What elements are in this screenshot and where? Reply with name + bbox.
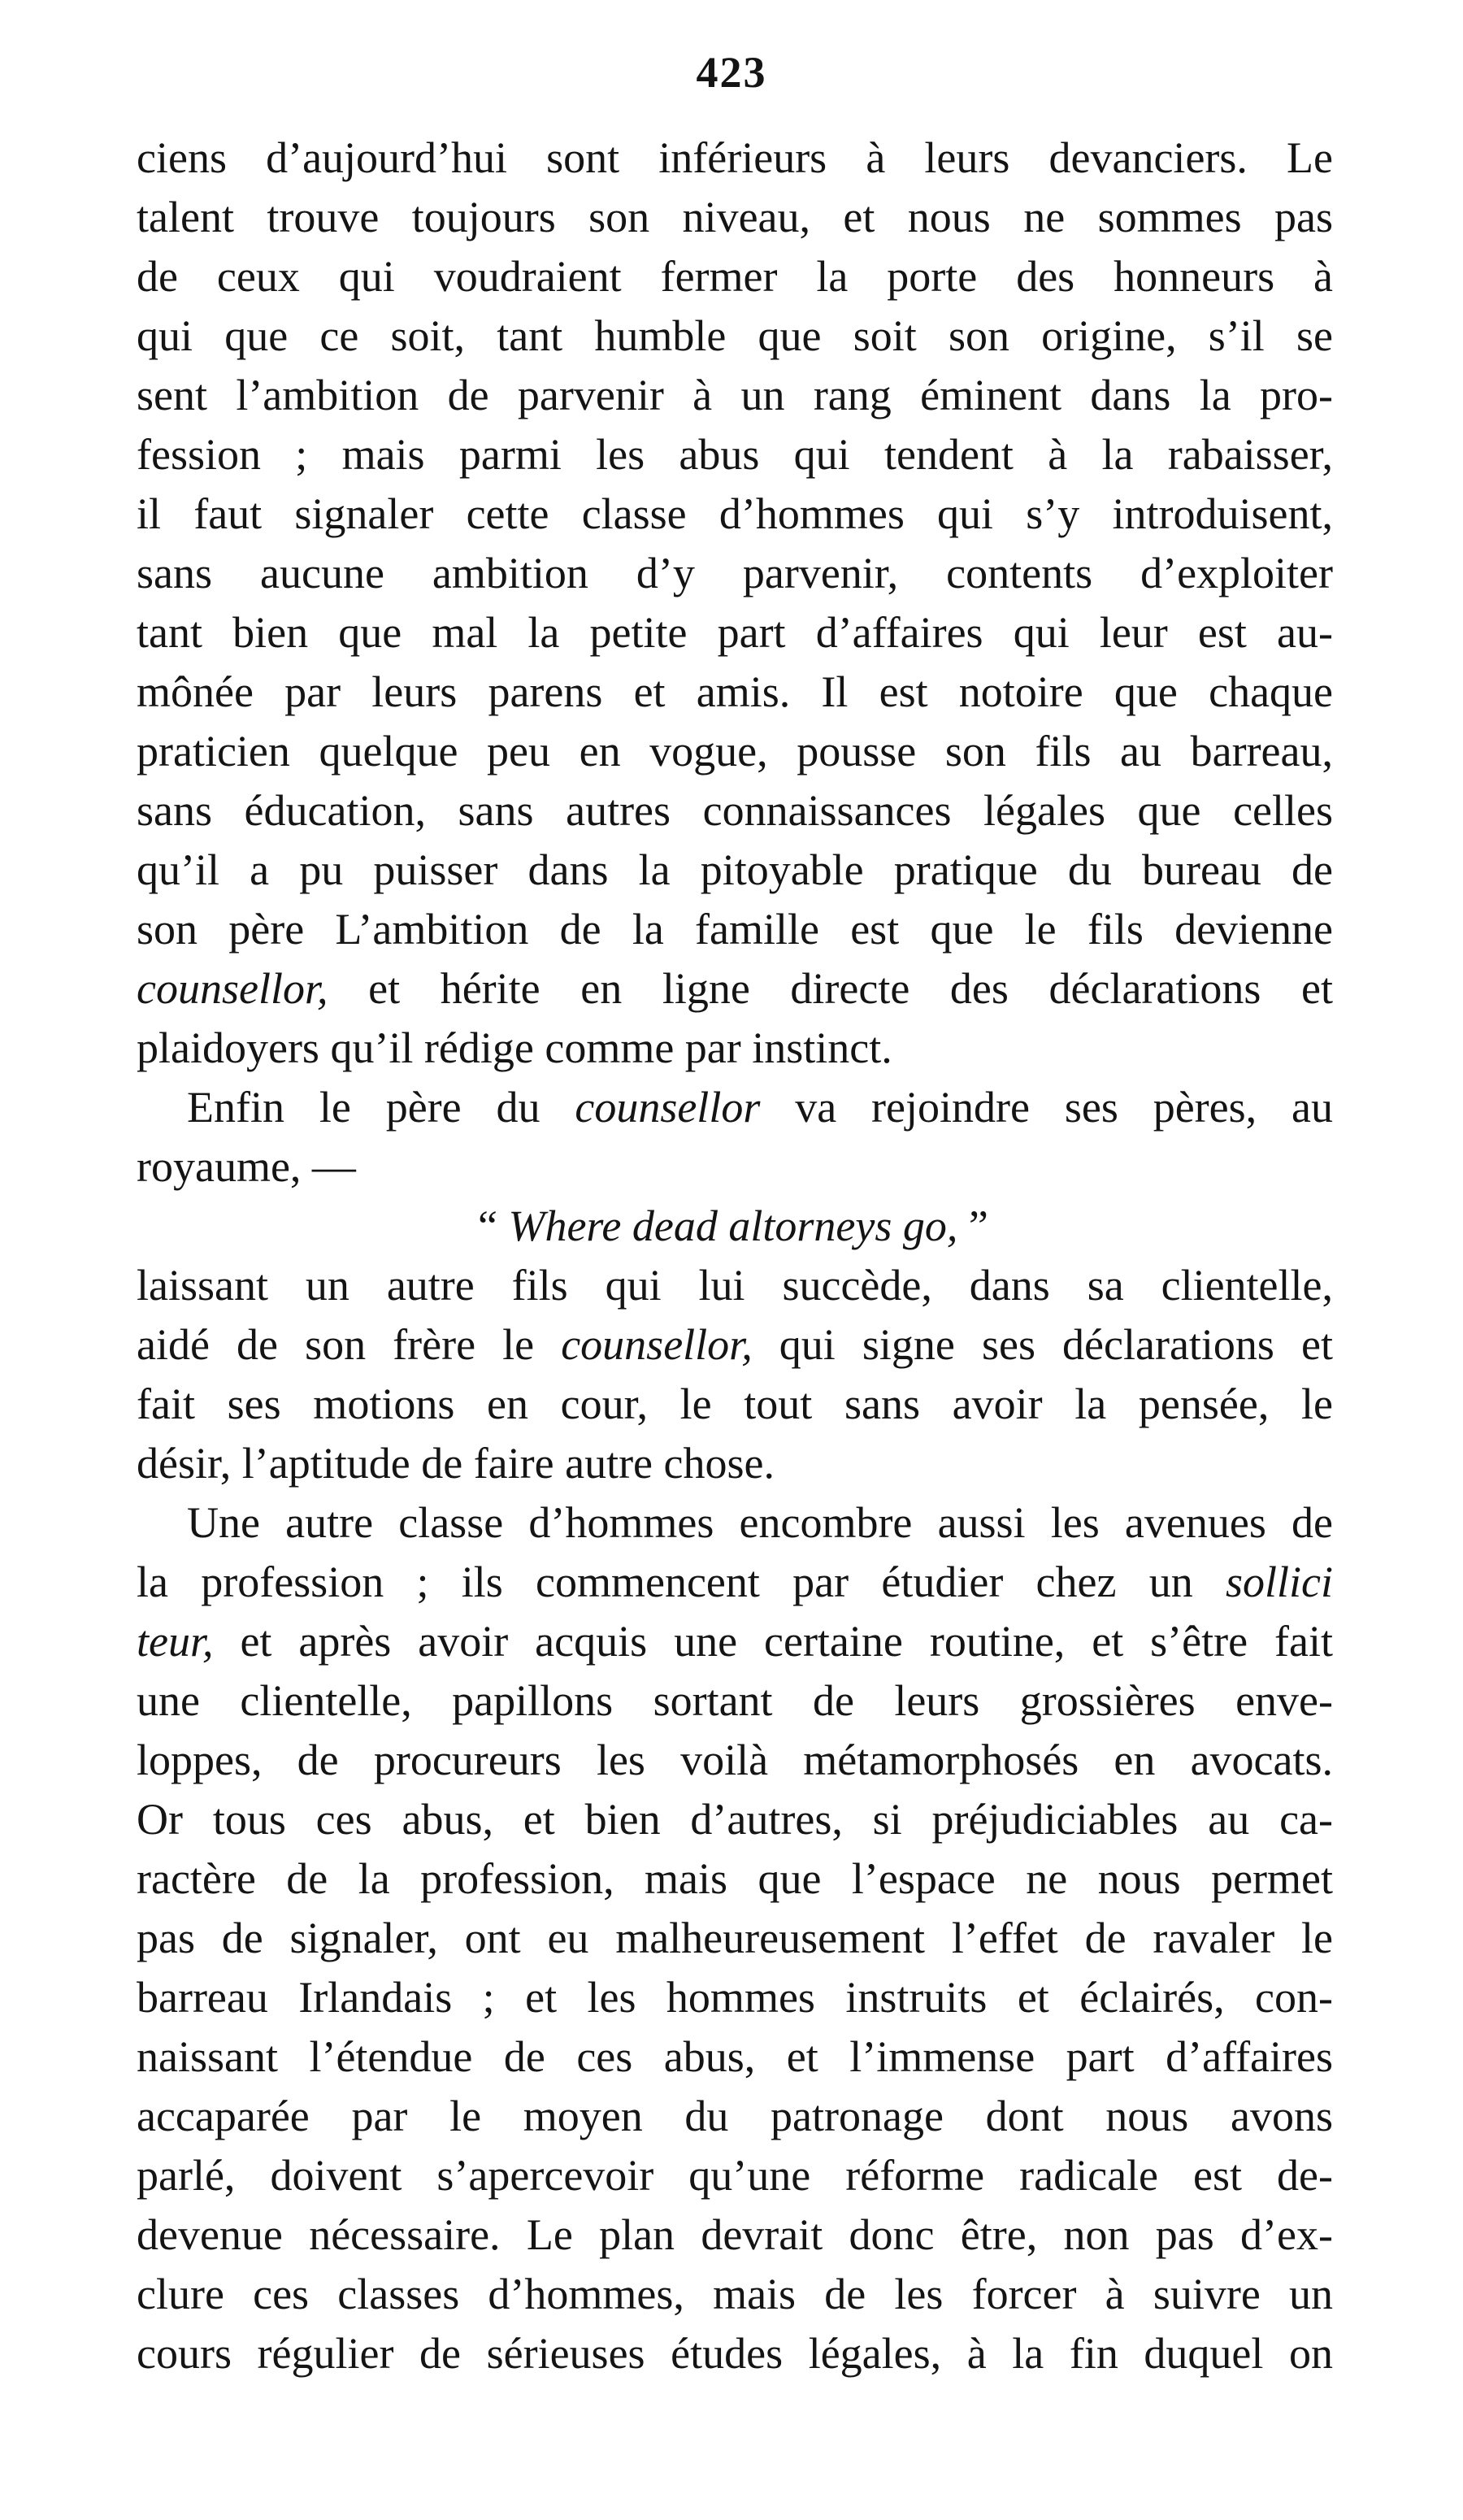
italic-text: sollici	[1226, 1558, 1333, 1606]
text-line: royaume, —	[137, 1142, 356, 1191]
italic-text: counsellor	[575, 1083, 761, 1132]
text-line: devenue nécessaire. Le plan devrait donc être, non pas d’ex-	[137, 2210, 1333, 2259]
text-line: sans aucune ambition d’y parvenir, contents d’exploiter	[137, 549, 1333, 597]
text-line: qui que ce soit, tant humble que soit son origine, s’il se	[137, 311, 1333, 360]
text-line: plaidoyers qu’il rédige comme par instinct.	[137, 1023, 892, 1072]
text-line: accaparée par le moyen du patronage dont nous avons	[137, 2092, 1333, 2140]
text-line: fait ses motions en cour, le tout sans avoir la pensée, le	[137, 1379, 1333, 1428]
page-number: 423	[696, 48, 767, 97]
italic-text: teur,	[137, 1617, 214, 1666]
text-line	[137, 1315, 1333, 1375]
text-segment: “	[478, 1201, 509, 1250]
text-line	[137, 1078, 1333, 1137]
text-line: ciens d’aujourd’hui sont inférieurs à leurs devanciers. Le	[137, 133, 1333, 182]
text-line: son père L’ambition de la famille est que le fils devienne	[137, 905, 1333, 954]
text-line	[137, 1553, 1333, 1612]
text-line: cours régulier de sérieuses études légales, à la fin duquel on	[137, 2329, 1333, 2378]
text-segment: Enfin le père du	[187, 1083, 575, 1132]
text-line: Une autre classe d’hommes encombre aussi les avenues de	[187, 1498, 1333, 1547]
text-line: il faut signaler cette classe d’hommes qui s’y introduisent,	[137, 489, 1333, 538]
text-line: naissant l’étendue de ces abus, et l’immense part d’affaires	[137, 2032, 1333, 2081]
text-line: sent l’ambition de parvenir à un rang éminent dans la pro-	[137, 371, 1333, 419]
text-segment: qui signe ses déclarations et	[752, 1320, 1333, 1369]
text-line: barreau Irlandais ; et les hommes instruits et éclairés, con-	[137, 1973, 1333, 2022]
text-line	[137, 959, 1333, 1019]
body-text	[137, 128, 1333, 2383]
text-segment: et hérite en ligne directe des déclarations et	[328, 964, 1333, 1013]
text-segment: aidé de son frère le	[137, 1320, 562, 1369]
italic-text: Where dead altorneys go,	[508, 1201, 958, 1250]
text-line: de ceux qui voudraient fermer la porte des honneurs à	[137, 252, 1333, 301]
text-line: sans éducation, sans autres connaissances légales que celles	[137, 786, 1333, 835]
text-segment: ”	[957, 1201, 988, 1250]
text-segment: et après avoir acquis une certaine routine, et s’être fait	[213, 1617, 1333, 1666]
text-line: mônée par leurs parens et amis. Il est notoire que chaque	[137, 667, 1333, 716]
text-line: fession ; mais parmi les abus qui tendent à la rabaisser,	[137, 430, 1333, 479]
text-line: clure ces classes d’hommes, mais de les forcer à suivre un	[137, 2270, 1333, 2318]
text-line: praticien quelque peu en vogue, pousse son fils au barreau,	[137, 727, 1333, 776]
text-segment: la profession ; ils commencent par étudier chez un	[137, 1558, 1226, 1606]
text-line: talent trouve toujours son niveau, et nous ne sommes pas	[137, 193, 1333, 241]
text-line	[137, 1197, 1333, 1256]
text-line: tant bien que mal la petite part d’affaires qui leur est au-	[137, 608, 1333, 657]
text-line: loppes, de procureurs les voilà métamorphosés en avocats.	[137, 1736, 1333, 1784]
text-line: parlé, doivent s’apercevoir qu’une réforme radicale est de-	[137, 2151, 1333, 2200]
text-line: pas de signaler, ont eu malheureusement l’effet de ravaler le	[137, 1914, 1333, 1962]
text-line: qu’il a pu puisser dans la pitoyable pratique du bureau de	[137, 845, 1333, 894]
text-line: ractère de la profession, mais que l’espace ne nous permet	[137, 1854, 1333, 1903]
text-line: désir, l’aptitude de faire autre chose.	[137, 1439, 775, 1488]
text-line: laissant un autre fils qui lui succède, dans sa clientelle,	[137, 1261, 1333, 1310]
italic-text: counsellor,	[137, 964, 328, 1013]
text-line: Or tous ces abus, et bien d’autres, si préjudiciables au ca-	[137, 1795, 1333, 1844]
text-line	[137, 1612, 1333, 1671]
text-segment: va rejoindre ses pères, au	[760, 1083, 1333, 1132]
italic-text: counsellor,	[561, 1320, 753, 1369]
text-line: une clientelle, papillons sortant de leurs grossières enve-	[137, 1676, 1333, 1725]
